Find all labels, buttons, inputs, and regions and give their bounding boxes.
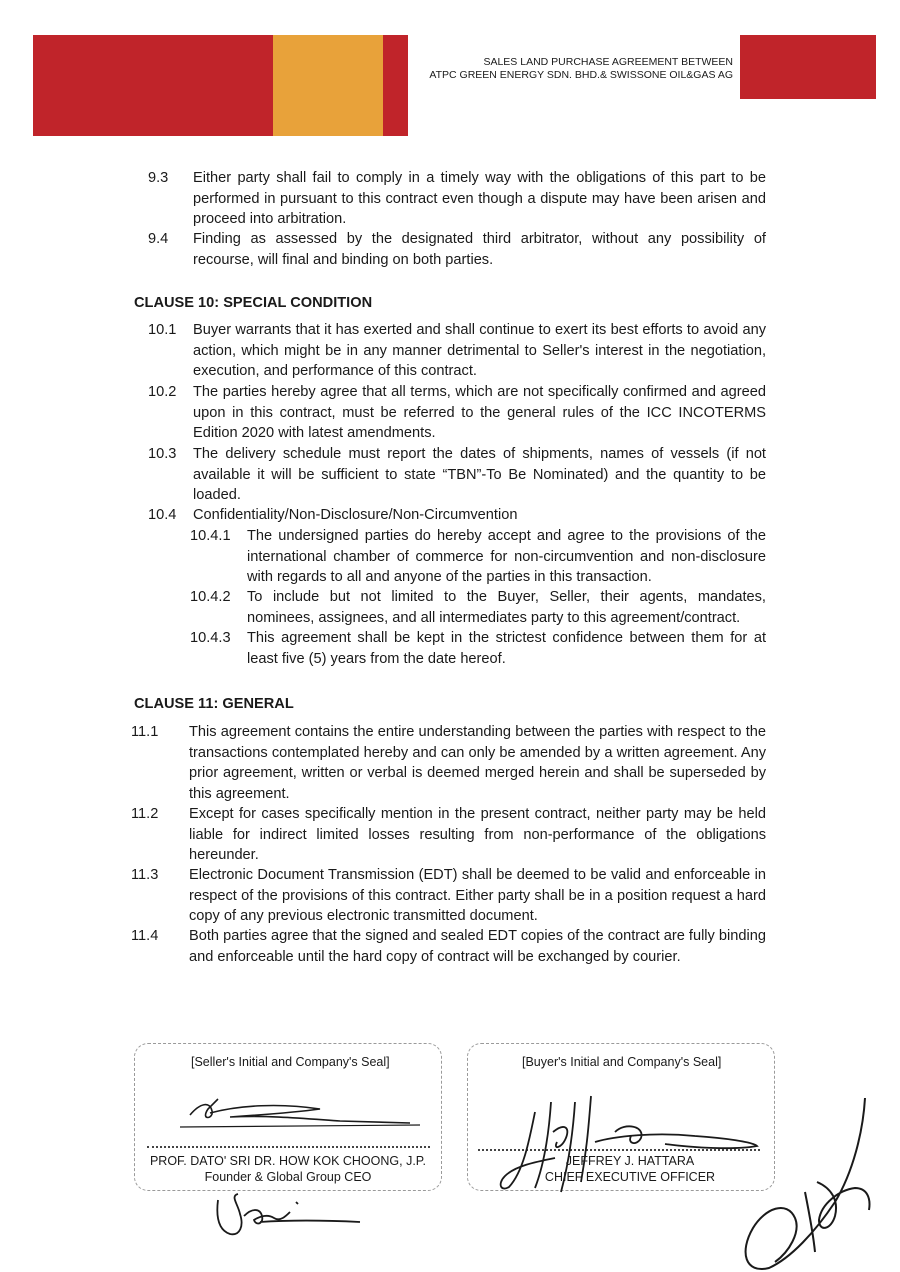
clause-subitem-10-4-1 (190, 526, 768, 588)
clause-subitem-10-4-2 (190, 587, 768, 629)
seller-title: Founder & Global Group CEO (204, 1170, 372, 1184)
clause-item-10-1 (148, 320, 768, 382)
subitem-text: This agreement shall be kept in the strictest confidence between them for at least five (5) years from the date hereof. (247, 630, 766, 667)
clause-item-10-2 (148, 382, 768, 444)
seller-name: PROF. DATO' SRI DR. HOW KOK CHOONG, J.P. (149, 1154, 427, 1168)
item-text: Except for cases specifically mention in the present contract, neither party may be held liable for indirect limited losses resulting from non-performance of the obligations hereunder. (189, 806, 766, 863)
subitem-number: 10.4.2 (190, 589, 231, 605)
header-band-orange (273, 35, 383, 136)
header-title-line1: SALES LAND PURCHASE AGREEMENT BETWEEN (483, 56, 733, 68)
seller-signature (170, 1093, 430, 1133)
item-text: Finding as assessed by the designated third arbitrator, without any possibility of recourse, will final and binding on both parties. (193, 231, 766, 268)
clause-11-heading: CLAUSE 11: GENERAL (134, 696, 294, 712)
item-text: This agreement contains the entire understanding between the parties with respect to the transactions contemplated hereby and can only be amended by a written agreement. Any prior agreement, written or verbal is deemed merged herein and shall be superseded by this agreement. (189, 724, 766, 802)
item-number: 10.2 (148, 384, 177, 400)
header-title (423, 56, 733, 82)
item-text: Both parties agree that the signed and sealed EDT copies of the contract are fully binding and enforceable until the hard copy of contract will be exchanged by courier. (189, 928, 766, 965)
header-band-red-right (740, 35, 876, 99)
clause-item-10-3 (148, 444, 768, 506)
item-number: 9.3 (148, 170, 169, 186)
subitem-text: The undersigned parties do hereby accept and agree to the provisions of the international chamber of commerce for non-circumvention and non-disclosure with regards to all and anyone of the parties in this transaction. (247, 528, 766, 585)
margin-initials-signature (735, 1092, 885, 1272)
seller-seal-label: [Seller's Initial and Company's Seal] (191, 1055, 390, 1069)
item-text: Buyer warrants that it has exerted and shall continue to exert its best efforts to avoid any action, which might be in any manner detrimental to Seller's interest in the negotiation, execution, and performance of this contract. (193, 322, 766, 379)
item-number: 11.3 (131, 867, 159, 883)
header-title-line2: ATPC GREEN ENERGY SDN. BHD.& SWISSONE OIL&GAS AG (429, 69, 733, 81)
item-number: 11.4 (131, 928, 159, 944)
clause-item-11-4 (131, 926, 768, 968)
item-text: Either party shall fail to comply in a timely way with the obligations of this part to be performed in pursuant to this contract even though a dispute may have been arisen and proceed into arbitration. (193, 170, 766, 227)
clause-item-11-3 (131, 865, 768, 927)
item-number: 10.1 (148, 322, 177, 338)
seller-signature-line (147, 1146, 430, 1148)
item-text: Confidentiality/Non-Disclosure/Non-Circumvention (193, 507, 518, 523)
item-number: 9.4 (148, 231, 169, 247)
clause-item-11-1 (131, 722, 768, 804)
seller-name-block (137, 1153, 439, 1185)
subitem-text: To include but not limited to the Buyer, Seller, their agents, mandates, nominees, assignees, and all intermediates party to this agreement/contract. (247, 589, 766, 626)
item-number: 10.3 (148, 446, 177, 462)
item-number: 11.1 (131, 724, 159, 740)
item-text: The delivery schedule must report the dates of shipments, names of vessels (if not available it will be sufficient to state “TBN”-To Be Nominated) and the quantity to be loaded. (193, 446, 766, 503)
clause-item-9-4 (148, 229, 768, 271)
item-number: 10.4 (148, 507, 177, 523)
item-number: 11.2 (131, 806, 159, 822)
buyer-seal-label: [Buyer's Initial and Company's Seal] (522, 1055, 722, 1069)
header-band-red-mid (383, 35, 408, 136)
item-text: Electronic Document Transmission (EDT) shall be deemed to be valid and enforceable in respect of the provisions of this contract. Either party shall be in a position request a hard copy of any previous electronic transmitted document. (189, 867, 766, 924)
clause-item-9-3 (148, 168, 768, 230)
clause-subitem-10-4-3 (190, 628, 768, 670)
clause-item-11-2 (131, 804, 768, 866)
buyer-title: CHIEF EXECUTIVE OFFICER (544, 1170, 716, 1184)
clause-item-10-4 (148, 505, 768, 526)
subitem-number: 10.4.1 (190, 528, 231, 544)
buyer-signature (495, 1092, 765, 1202)
clause-10-heading: CLAUSE 10: SPECIAL CONDITION (134, 295, 373, 311)
seller-initial-signature (200, 1186, 370, 1246)
header-band-red-left (33, 35, 273, 136)
subitem-number: 10.4.3 (190, 630, 231, 646)
buyer-name: JEFFREY J. HATTARA (565, 1154, 695, 1168)
item-text: The parties hereby agree that all terms, which are not specifically confirmed and agreed upon in this contract, must be referred to the general rules of the ICC INCOTERMS Edition 2020 with latest amendments. (193, 384, 766, 441)
